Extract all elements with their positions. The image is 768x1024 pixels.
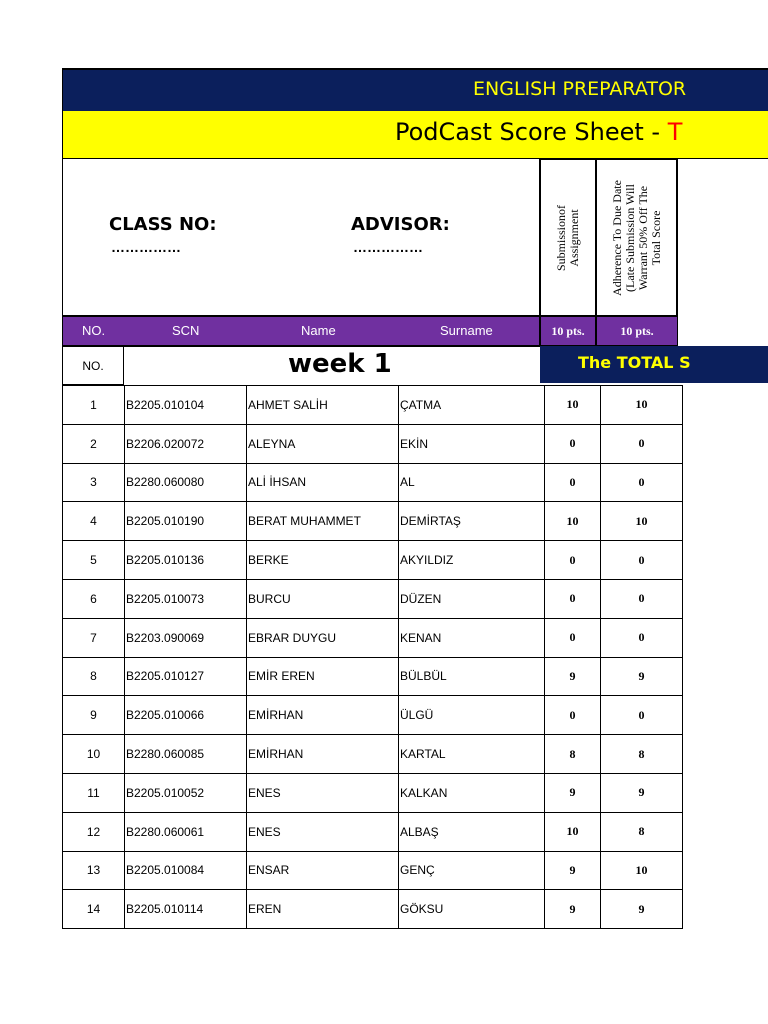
student-no: 14 <box>63 890 125 929</box>
student-no: 12 <box>63 812 125 851</box>
student-scn: B2205.010136 <box>125 541 247 580</box>
class-no-label: CLASS NO: <box>109 214 217 235</box>
student-scn: B2205.010127 <box>125 657 247 696</box>
column-header-bar <box>62 316 540 346</box>
student-no: 10 <box>63 735 125 774</box>
score-adherence: 0 <box>601 541 683 580</box>
student-scn: B2203.090069 <box>125 618 247 657</box>
total-score-banner <box>540 346 768 383</box>
student-scn: B2205.010066 <box>125 696 247 735</box>
student-name: EMİRHAN <box>247 696 399 735</box>
score-adherence: 9 <box>601 890 683 929</box>
week-title: week 1 <box>288 349 392 379</box>
student-surname: GÖKSU <box>399 890 545 929</box>
criterion-points-submission: 10 pts. <box>540 316 596 346</box>
student-no: 8 <box>63 657 125 696</box>
score-submission: 10 <box>545 502 601 541</box>
score-adherence: 0 <box>601 424 683 463</box>
total-score-title: The TOTAL S <box>578 353 691 372</box>
week-row-no: NO. <box>62 346 124 385</box>
score-adherence: 0 <box>601 618 683 657</box>
student-table <box>62 385 683 929</box>
student-name: ENES <box>247 773 399 812</box>
student-name: EMİRHAN <box>247 735 399 774</box>
student-no: 2 <box>63 424 125 463</box>
criterion-submission-text: Submissionof Assignment <box>554 204 581 271</box>
student-surname: KALKAN <box>399 773 545 812</box>
student-scn: B2280.060061 <box>125 812 247 851</box>
score-submission: 9 <box>545 851 601 890</box>
sheet-title-main: PodCast Score Sheet - <box>395 118 668 146</box>
student-name: ALEYNA <box>247 424 399 463</box>
student-scn: B2205.010073 <box>125 579 247 618</box>
student-no: 3 <box>63 463 125 502</box>
criterion-adherence-text: Adherence To Due Date (Late Submission Will Warrant 50% Off The Total Score <box>609 179 663 296</box>
score-adherence: 0 <box>601 579 683 618</box>
student-name: ALİ İHSAN <box>247 463 399 502</box>
student-name: ENSAR <box>247 851 399 890</box>
sheet-title-cut: T <box>667 118 683 146</box>
table-row <box>63 851 683 890</box>
student-surname: DÜZEN <box>399 579 545 618</box>
table-row <box>63 735 683 774</box>
student-name: ENES <box>247 812 399 851</box>
student-name: BERKE <box>247 541 399 580</box>
criterion-points-adherence: 10 pts. <box>596 316 678 346</box>
score-adherence: 0 <box>601 696 683 735</box>
table-row <box>63 579 683 618</box>
student-scn: B2205.010114 <box>125 890 247 929</box>
student-scn: B2205.010052 <box>125 773 247 812</box>
score-adherence: 8 <box>601 812 683 851</box>
table-row <box>63 424 683 463</box>
student-name: BERAT MUHAMMET <box>247 502 399 541</box>
student-surname: KARTAL <box>399 735 545 774</box>
student-name: EMİR EREN <box>247 657 399 696</box>
student-name: AHMET SALİH <box>247 386 399 425</box>
criterion-header-submission <box>539 159 596 316</box>
table-row <box>63 386 683 425</box>
table-row <box>63 890 683 929</box>
score-adherence: 10 <box>601 502 683 541</box>
student-surname: AKYILDIZ <box>399 541 545 580</box>
student-surname: GENÇ <box>399 851 545 890</box>
institution-title: ENGLISH PREPARATOR <box>473 78 687 100</box>
student-scn: B2206.020072 <box>125 424 247 463</box>
column-scn-header: SCN <box>172 323 200 338</box>
score-adherence: 9 <box>601 773 683 812</box>
student-name: BURCU <box>247 579 399 618</box>
column-no-header: NO. <box>82 323 106 338</box>
title-banner <box>62 111 768 159</box>
student-no: 4 <box>63 502 125 541</box>
advisor-value: …………… <box>353 239 423 255</box>
table-row <box>63 618 683 657</box>
student-surname: AL <box>399 463 545 502</box>
score-submission: 9 <box>545 773 601 812</box>
student-name: EREN <box>247 890 399 929</box>
table-row <box>63 502 683 541</box>
student-scn: B2205.010190 <box>125 502 247 541</box>
criterion-header-adherence <box>595 159 678 316</box>
column-surname-header: Surname <box>440 323 493 338</box>
table-row <box>63 696 683 735</box>
student-surname: DEMİRTAŞ <box>399 502 545 541</box>
class-no-value: …………… <box>111 239 181 255</box>
table-row <box>63 812 683 851</box>
column-name-header: Name <box>301 323 336 338</box>
score-submission: 9 <box>545 657 601 696</box>
institution-banner <box>62 68 768 111</box>
score-adherence: 0 <box>601 463 683 502</box>
student-name: EBRAR DUYGU <box>247 618 399 657</box>
score-submission: 0 <box>545 696 601 735</box>
student-surname: ALBAŞ <box>399 812 545 851</box>
score-submission: 10 <box>545 386 601 425</box>
table-row <box>63 773 683 812</box>
score-adherence: 10 <box>601 386 683 425</box>
student-no: 1 <box>63 386 125 425</box>
sheet-title <box>395 118 682 146</box>
student-surname: EKİN <box>399 424 545 463</box>
student-surname: BÜLBÜL <box>399 657 545 696</box>
student-no: 11 <box>63 773 125 812</box>
student-scn: B2205.010084 <box>125 851 247 890</box>
student-no: 5 <box>63 541 125 580</box>
score-submission: 10 <box>545 812 601 851</box>
score-submission: 0 <box>545 618 601 657</box>
score-submission: 8 <box>545 735 601 774</box>
score-submission: 9 <box>545 890 601 929</box>
score-submission: 0 <box>545 424 601 463</box>
week-row <box>124 346 540 385</box>
score-submission: 0 <box>545 463 601 502</box>
table-row <box>63 463 683 502</box>
student-scn: B2205.010104 <box>125 386 247 425</box>
student-no: 9 <box>63 696 125 735</box>
student-no: 7 <box>63 618 125 657</box>
student-no: 13 <box>63 851 125 890</box>
advisor-label: ADVISOR: <box>351 214 450 235</box>
student-surname: ÇATMA <box>399 386 545 425</box>
student-surname: ÜLGÜ <box>399 696 545 735</box>
student-scn: B2280.060080 <box>125 463 247 502</box>
table-row <box>63 657 683 696</box>
student-no: 6 <box>63 579 125 618</box>
class-info-box <box>62 159 540 316</box>
student-scn: B2280.060085 <box>125 735 247 774</box>
table-row <box>63 541 683 580</box>
score-adherence: 10 <box>601 851 683 890</box>
student-surname: KENAN <box>399 618 545 657</box>
score-submission: 0 <box>545 579 601 618</box>
score-adherence: 8 <box>601 735 683 774</box>
score-submission: 0 <box>545 541 601 580</box>
score-adherence: 9 <box>601 657 683 696</box>
